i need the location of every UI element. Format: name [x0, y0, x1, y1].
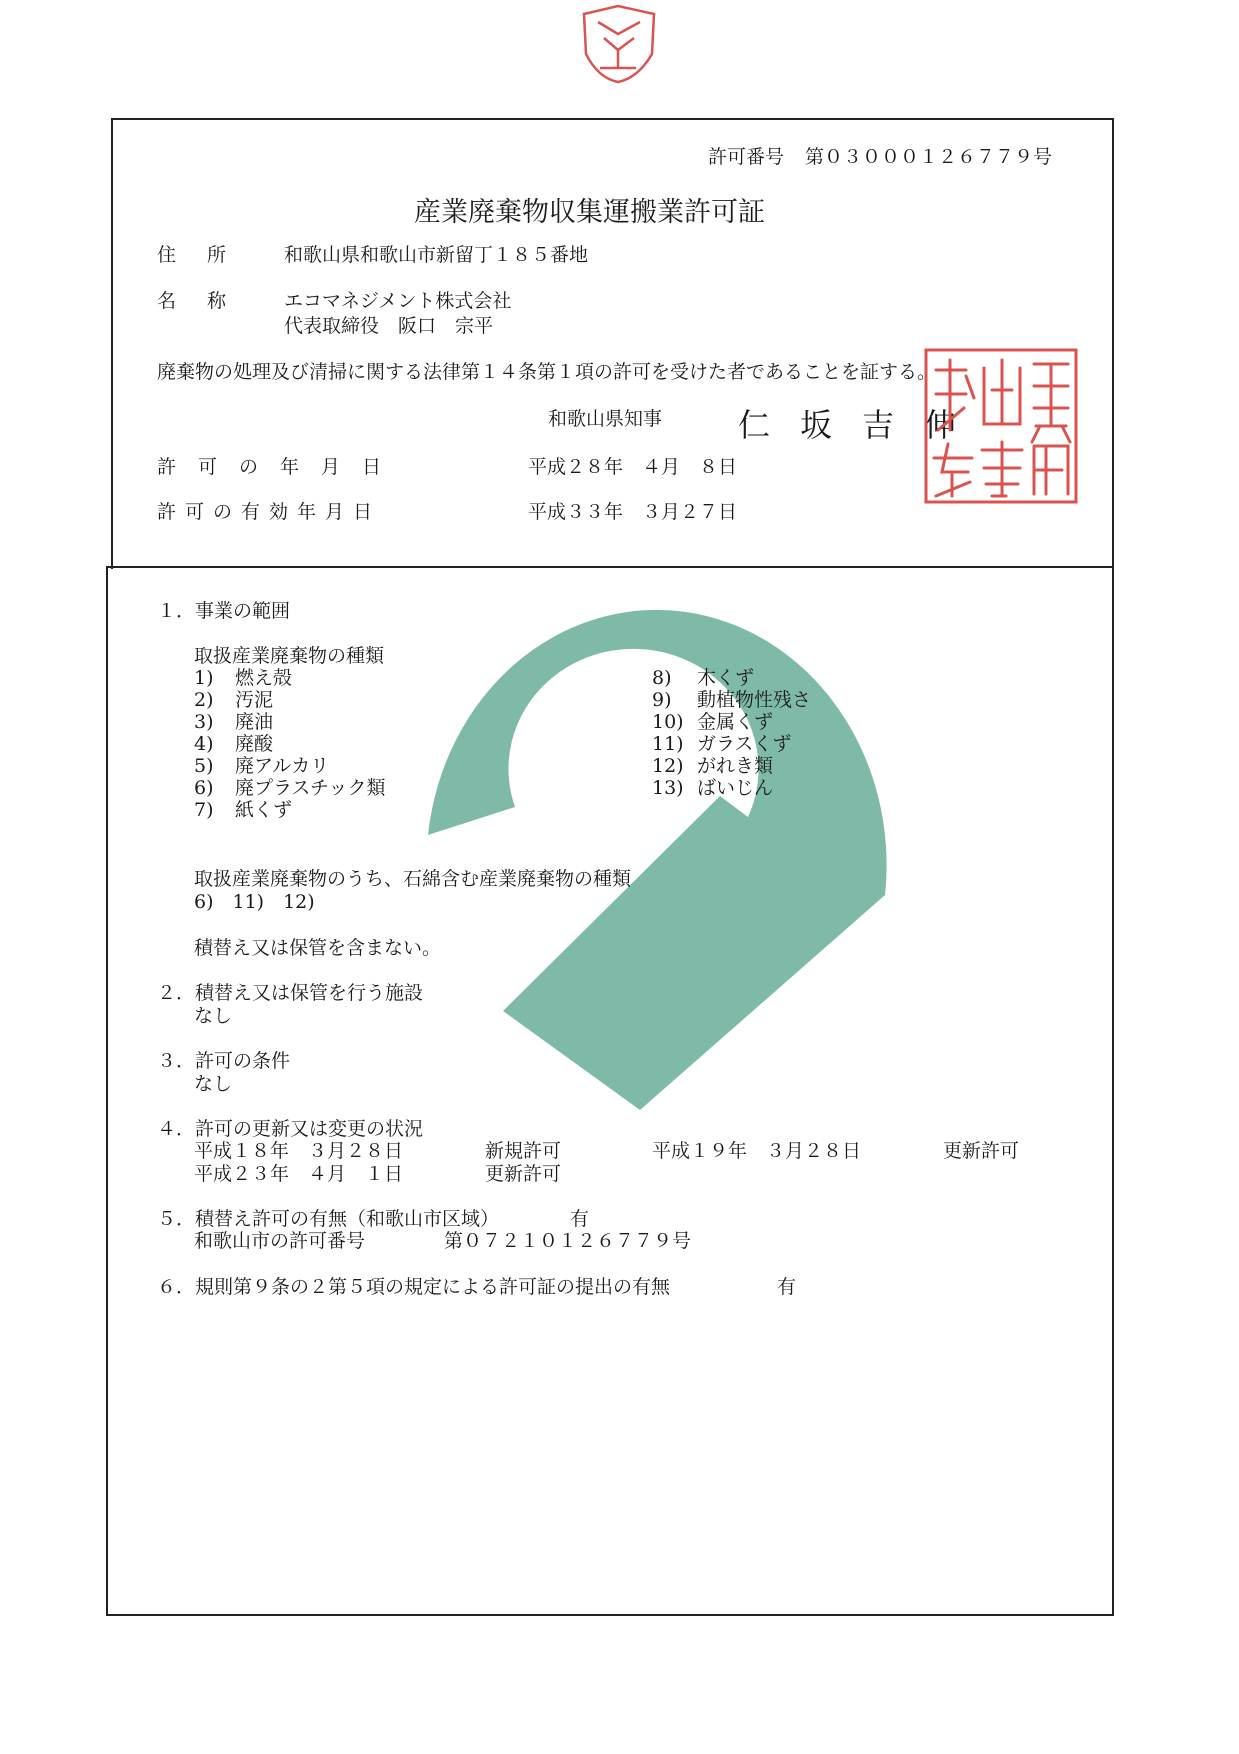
permit-number: 第０３０００１２６７７９号 [805, 146, 1053, 168]
waste-item: 8) 木くず [652, 667, 755, 689]
governor-seal [922, 346, 1080, 506]
representative-name: 代表取締役 阪口 宗平 [284, 315, 494, 337]
certification-statement: 廃棄物の処理及び清掃に関する法律第１４条第１項の許可を受けた者であることを証する。 [157, 361, 937, 383]
name-label: 名 称 [157, 290, 233, 312]
section-5-title: ５．積替え許可の有無（和歌山市区域） [157, 1208, 500, 1230]
address-label: 住 所 [157, 244, 233, 266]
waste-item: 7) 紙くず [194, 799, 293, 821]
section-4-title: ４．許可の更新又は変更の状況 [157, 1118, 424, 1140]
permit-number-label: 許可番号 [708, 146, 785, 168]
asbestos-heading: 取扱産業廃棄物のうち、石綿含む産業廃棄物の種類 [194, 868, 632, 890]
section-3-title: ３．許可の条件 [157, 1050, 291, 1072]
section-2-title: ２．積替え又は保管を行う施設 [157, 982, 424, 1004]
storage-note: 積替え又は保管を含まない。 [194, 937, 442, 959]
waste-types-heading: 取扱産業廃棄物の種類 [194, 645, 385, 667]
issuer-name: 仁坂吉伸 [738, 406, 987, 444]
city-permit-number: 第０７２１０１２６７７９号 [444, 1230, 692, 1252]
waste-item: 9) 動植物性残さ [652, 689, 812, 711]
renewal-date: 平成１９年 ３月２８日 [652, 1140, 862, 1162]
renewal-type: 更新許可 [943, 1140, 1020, 1162]
waste-item: 10) 金属くず [652, 711, 774, 733]
renewal-date: 平成１８年 ３月２８日 [194, 1140, 404, 1162]
waste-item: 11) ガラスくず [652, 733, 792, 755]
renewal-date: 平成２３年 ４月 １日 [194, 1163, 404, 1185]
section-5-value: 有 [570, 1208, 590, 1230]
waste-item: 2) 汚泥 [194, 689, 274, 711]
address-value: 和歌山県和歌山市新留丁１８５番地 [284, 244, 589, 266]
waste-item: 3) 廃油 [194, 711, 274, 733]
section-1-title: １．事業の範囲 [157, 600, 291, 622]
valid-date-label: 許可の有効年月日 [157, 501, 382, 523]
section-6-title: ６．規則第９条の２第５項の規定による許可証の提出の有無 [157, 1276, 671, 1298]
reception-stamp [578, 4, 660, 84]
issuer-title: 和歌山県知事 [548, 408, 663, 430]
waste-item: 13) ばいじん [652, 777, 774, 799]
waste-item: 5) 廃アルカリ [194, 755, 330, 777]
waste-item: 6) 廃プラスチック類 [194, 777, 386, 799]
renewal-type: 新規許可 [485, 1140, 562, 1162]
valid-date-value: 平成３３年 ３月２７日 [528, 501, 738, 523]
waste-item: 1) 燃え殻 [194, 667, 293, 689]
document-title: 産業廃棄物収集運搬業許可証 [414, 197, 765, 228]
issue-date-value: 平成２８年 ４月 ８日 [528, 456, 738, 478]
waste-item: 4) 廃酸 [194, 733, 274, 755]
company-name: エコマネジメント株式会社 [284, 290, 512, 312]
asbestos-items: 6) 11) 12) [194, 891, 315, 913]
section-3-value: なし [194, 1073, 233, 1095]
section-6-value: 有 [777, 1276, 797, 1298]
issue-date-label: 許可の年月日 [157, 456, 404, 478]
section-2-value: なし [194, 1005, 233, 1027]
city-permit-label: 和歌山市の許可番号 [194, 1230, 366, 1252]
waste-item: 12) がれき類 [652, 755, 774, 777]
renewal-type: 更新許可 [485, 1163, 562, 1185]
